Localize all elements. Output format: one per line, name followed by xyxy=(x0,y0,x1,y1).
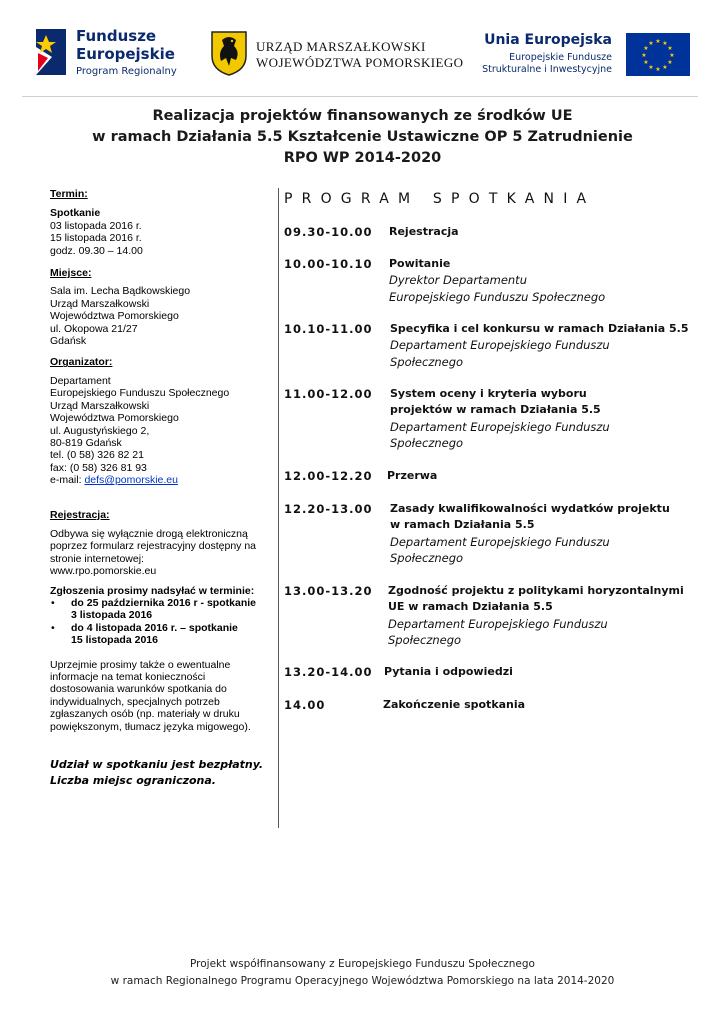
rejestracja-line: poprzez formularz rejestracyjny dostępny na xyxy=(50,540,257,553)
agenda-title: projektów w ramach Działania 5.5 xyxy=(390,403,601,417)
fe-mark-icon xyxy=(32,27,70,77)
deadline-item-line2: 3 listopada 2016 xyxy=(71,609,153,622)
info-line: Uprzejmie prosimy także o ewentualne xyxy=(50,658,231,671)
miejsce-heading: Miejsce: xyxy=(50,267,92,280)
miejsce-line: Urząd Marszałkowski xyxy=(50,297,150,310)
agenda-sub: Społecznego xyxy=(390,354,464,369)
organizator-line: ul. Augustyńskiego 2, xyxy=(50,424,150,437)
agenda-title: Zgodność projektu z politykami horyzontalnymi xyxy=(388,584,684,597)
griffin-crest-icon xyxy=(210,30,248,76)
organizator-line: fax: (0 58) 326 81 93 xyxy=(50,461,147,474)
closing-note xyxy=(50,757,275,789)
agenda-body xyxy=(390,386,700,451)
agenda-sub: Departament Europejskiego Funduszu xyxy=(390,534,610,549)
footer-line-2: w ramach Regionalnego Programu Operacyjnego Województwa Pomorskiego na lata 2014-2020 xyxy=(110,975,615,987)
agenda-time: 12.00-12.20 xyxy=(284,469,373,483)
agenda-time: 12.20-13.00 xyxy=(284,502,373,516)
agenda-body xyxy=(390,501,700,566)
logo-header xyxy=(0,0,725,100)
svg-text:★: ★ xyxy=(648,40,654,47)
svg-text:★: ★ xyxy=(667,45,673,52)
agenda-sub: Społecznego xyxy=(390,435,464,450)
agenda-body xyxy=(387,468,697,484)
agenda-time: 10.00-10.10 xyxy=(284,257,373,271)
um-logo-line1: URZĄD MARSZAŁKOWSKI xyxy=(256,39,426,54)
agenda-body xyxy=(390,321,700,370)
agenda-time: 11.00-12.00 xyxy=(284,387,373,401)
eu-flag-icon xyxy=(626,33,690,76)
miejsce-line: Gdańsk xyxy=(50,335,87,348)
deadline-list xyxy=(50,597,275,647)
info-line: powiększonym, tłumacz języka migowego). xyxy=(50,720,251,733)
ue-logo-line1: Unia Europejska xyxy=(484,32,612,48)
agenda-title: System oceny i kryteria wyboru xyxy=(390,387,587,400)
termin-date-2: 15 listopada 2016 r. xyxy=(50,232,142,245)
column-divider xyxy=(278,188,279,828)
document-title xyxy=(0,106,725,169)
title-line-2: w ramach Działania 5.5 Kształcenie Ustawiczne OP 5 Zatrudnienie xyxy=(92,129,633,145)
svg-text:★: ★ xyxy=(667,59,673,66)
svg-text:★: ★ xyxy=(655,66,661,73)
agenda-title: UE w ramach Działania 5.5 xyxy=(388,600,553,614)
unia-europejska-logo xyxy=(482,30,698,80)
organizator-line: Departament xyxy=(50,374,111,387)
rejestracja-line: stronie internetowej: xyxy=(50,552,144,565)
organizator-line: Europejskiego Funduszu Społecznego xyxy=(50,387,230,400)
um-logo-line2: WOJEWÓDZTWA POMORSKIEGO xyxy=(256,55,464,70)
ue-logo-line3: Strukturalne i Inwestycyjne xyxy=(482,64,612,75)
organizator-email-row xyxy=(50,474,275,486)
rejestracja-heading: Rejestracja: xyxy=(50,508,110,521)
svg-text:★: ★ xyxy=(662,64,668,71)
deadline-item-line1: • do 4 listopada 2016 r. – spotkanie xyxy=(71,621,238,634)
agenda-title: Przerwa xyxy=(387,469,438,482)
organizator-line: Województwa Pomorskiego xyxy=(50,412,179,425)
miejsce-line: Sala im. Lecha Bądkowskiego xyxy=(50,285,191,298)
info-column xyxy=(50,188,275,789)
agenda-title: Rejestracja xyxy=(389,225,459,238)
email-link[interactable]: defs@pomorskie.eu xyxy=(84,474,178,487)
agenda-sub: Europejskiego Funduszu Społecznego xyxy=(389,289,606,304)
header-divider xyxy=(22,96,698,97)
info-line: informacje na temat konieczności xyxy=(50,671,206,683)
miejsce-line: ul. Okopowa 21/27 xyxy=(50,322,138,335)
deadline-item xyxy=(50,622,275,647)
svg-text:★: ★ xyxy=(648,64,654,71)
agenda-title: Powitanie xyxy=(389,257,451,270)
footer-note xyxy=(0,956,725,990)
agenda-title: Zakończenie spotkania xyxy=(383,698,526,711)
agenda-title: Pytania i odpowiedzi xyxy=(384,665,513,678)
agenda-time: 09.30-10.00 xyxy=(284,225,373,239)
agenda-title: Zasady kwalifikowalności wydatków projektu xyxy=(390,502,670,515)
organizator-line: 80-819 Gdańsk xyxy=(50,436,122,449)
fe-logo-line1: Fundusze xyxy=(76,27,157,45)
organizator-line: Urząd Marszałkowski xyxy=(50,399,150,412)
agenda-body xyxy=(384,664,694,680)
info-line: zgłaszanych osób (np. materiały w druku xyxy=(50,708,240,721)
svg-text:★: ★ xyxy=(643,59,649,66)
termin-hours: godz. 09.30 – 14.00 xyxy=(50,244,143,257)
svg-text:★: ★ xyxy=(643,45,649,52)
termin-heading: Termin: xyxy=(50,188,88,200)
closing-line-1: Udział w spotkaniu jest bezpłatny. xyxy=(50,758,264,772)
deadline-item-line1: • do 25 października 2016 r - spotkanie xyxy=(71,596,256,609)
fundusze-europejskie-logo xyxy=(32,25,212,85)
urzad-marszalkowski-logo xyxy=(210,30,470,80)
agenda-body xyxy=(389,224,699,240)
svg-text:★: ★ xyxy=(662,40,668,47)
termin-label: Spotkanie xyxy=(50,207,101,220)
agenda-sub: Departament Europejskiego Funduszu xyxy=(390,338,610,353)
miejsce-line: Województwa Pomorskiego xyxy=(50,310,179,323)
deadline-heading: Zgłoszenia prosimy nadsyłać w terminie: xyxy=(50,584,255,597)
fe-logo-line2: Europejskie xyxy=(76,45,175,63)
agenda-time: 14.00 xyxy=(284,698,326,712)
rejestracja-url[interactable]: www.rpo.pomorskie.eu xyxy=(50,565,157,578)
agenda-body xyxy=(388,583,698,648)
ue-logo-line2: Europejskie Fundusze xyxy=(509,52,612,63)
agenda-time: 10.10-11.00 xyxy=(284,322,373,336)
info-line: indywidualnych, specjalnych potrzeb xyxy=(50,695,220,708)
agenda-sub: Departament Europejskiego Funduszu xyxy=(390,419,610,434)
svg-text:★: ★ xyxy=(641,52,647,59)
agenda-time: 13.20-14.00 xyxy=(284,665,373,679)
svg-text:★: ★ xyxy=(655,38,661,45)
deadline-item-line2: 15 listopada 2016 xyxy=(71,634,158,647)
termin-date-1: 03 listopada 2016 r. xyxy=(50,219,142,232)
agenda-body xyxy=(383,697,693,713)
program-heading: PROGRAM SPOTKANIA xyxy=(284,191,596,207)
agenda-sub: Dyrektor Departamentu xyxy=(389,273,527,288)
title-line-1: Realizacja projektów finansowanych ze środków UE xyxy=(152,108,573,124)
agenda-title: w ramach Działania 5.5 xyxy=(390,518,535,532)
organizator-heading: Organizator: xyxy=(50,356,113,369)
agenda-sub: Społecznego xyxy=(388,632,462,647)
deadline-item xyxy=(50,597,275,622)
svg-text:★: ★ xyxy=(669,52,675,59)
agenda-sub: Departament Europejskiego Funduszu xyxy=(388,616,608,631)
agenda-body xyxy=(389,256,699,305)
footer-line-1: Projekt współfinansowany z Europejskiego Funduszu Społecznego xyxy=(190,958,535,970)
agenda-time: 13.00-13.20 xyxy=(284,584,373,598)
rejestracja-line: Odbywa się wyłącznie drogą elektroniczną xyxy=(50,527,248,540)
info-line: dostosowania warunków spotkania do xyxy=(50,683,227,696)
title-line-3: RPO WP 2014-2020 xyxy=(283,150,442,166)
closing-line-2: Liczba miejsc ograniczona. xyxy=(50,774,216,788)
email-label: e-mail: xyxy=(50,474,85,487)
agenda-title: Specyfika i cel konkursu w ramach Działania 5.5 xyxy=(390,322,689,335)
agenda-sub: Społecznego xyxy=(390,550,464,565)
fe-logo-line3: Program Regionalny xyxy=(76,66,177,77)
organizator-line: tel. (0 58) 326 82 21 xyxy=(50,449,144,462)
